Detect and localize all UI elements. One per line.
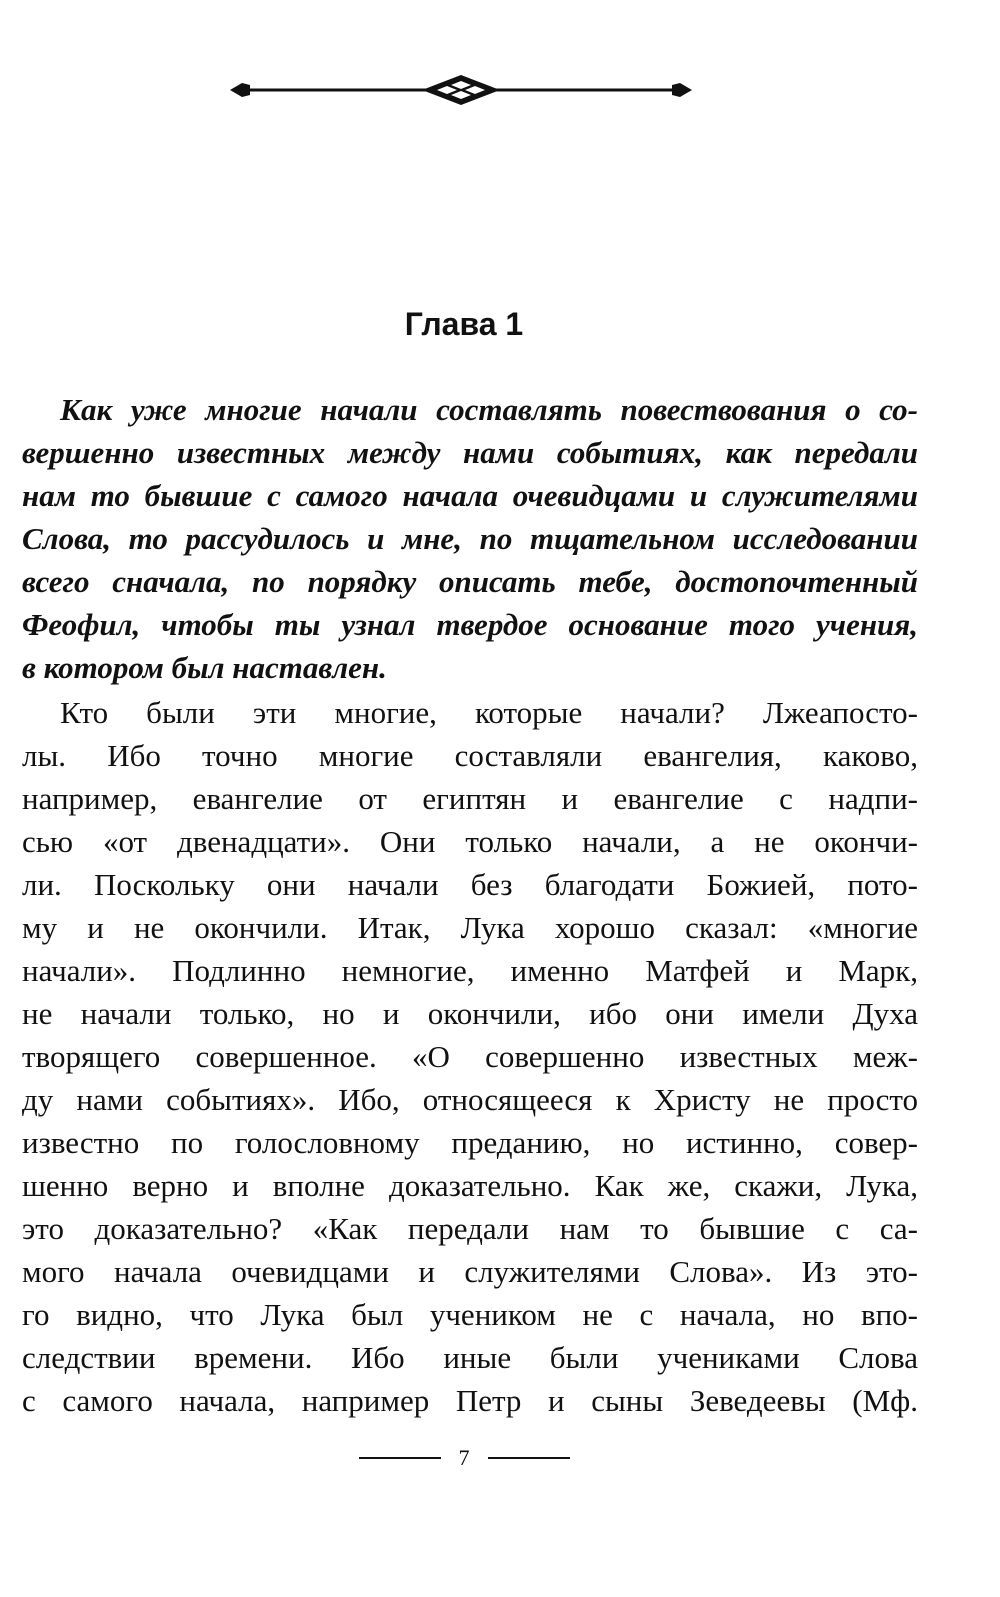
text-line: не начали только, но и окончили, ибо они имели Духа xyxy=(22,996,918,1031)
text-line: нам то бывшие с самого начала очевидцами и служителями xyxy=(22,478,918,513)
text-line: ли. Поскольку они начали без благодати Божией, пото- xyxy=(22,867,918,902)
text-line: мого начала очевидцами и служителями Слова». Из это- xyxy=(22,1254,918,1289)
page-footer xyxy=(0,1445,928,1471)
text-line: всего сначала, по порядку описать тебе, достопочтенный xyxy=(22,564,918,599)
intro-epigraph xyxy=(22,388,918,689)
text-line: это доказательно? «Как передали нам то бывшие с са- xyxy=(22,1211,918,1246)
text-line: Как уже многие начали составлять повествования о со- xyxy=(60,392,918,427)
text-line: Феофил, чтобы ты узнал твердое основание того учения, xyxy=(22,607,918,642)
page-number: 7 xyxy=(458,1445,470,1470)
ornament-divider-icon xyxy=(228,72,694,108)
text-line: известно по голословному преданию, но истинно, совер- xyxy=(22,1125,918,1160)
body-text xyxy=(22,691,918,1422)
text-line: начали». Подлинно немногие, именно Матфей и Марк, xyxy=(22,953,918,988)
text-line: Слова, то рассудилось и мне, по тщательном исследовании xyxy=(22,521,918,556)
footer-rule-right xyxy=(488,1457,570,1459)
text-line: сью «от двенадцати». Они только начали, а не окончи- xyxy=(22,824,918,859)
chapter-title: Глава 1 xyxy=(404,306,524,342)
text-line: Кто были эти многие, которые начали? Лжеапосто- xyxy=(60,695,918,730)
text-line: ду нами событиях». Ибо, относящееся к Христу не просто xyxy=(22,1082,918,1117)
text-line: го видно, что Лука был учеником не с начала, но впо- xyxy=(22,1297,918,1332)
text-line: в котором был наставлен. xyxy=(22,650,387,685)
footer-rule-left xyxy=(359,1457,441,1459)
text-line: творящего совершенное. «О совершенно известных меж- xyxy=(22,1039,918,1074)
text-line: следствии времени. Ибо иные были учениками Слова xyxy=(22,1340,918,1375)
text-line: например, евангелие от египтян и евангелие с надпи- xyxy=(22,781,918,816)
text-line: лы. Ибо точно многие составляли евангелия, каково, xyxy=(22,738,918,773)
text-line: шенно верно и вполне доказательно. Как же, скажи, Лука, xyxy=(22,1168,918,1203)
text-line: с самого начала, например Петр и сыны Зеведеевы (Мф. xyxy=(22,1383,918,1418)
text-line: вершенно известных между нами событиях, как передали xyxy=(22,435,918,470)
text-line: му и не окончили. Итак, Лука хорошо сказал: «многие xyxy=(22,910,918,945)
